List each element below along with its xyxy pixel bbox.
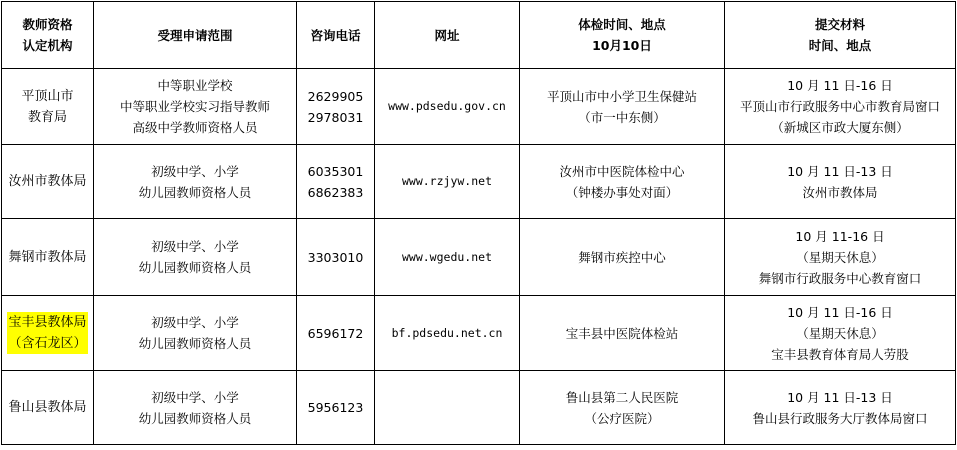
table-row xyxy=(2,219,956,296)
header-org: 教师资格 认定机构 xyxy=(2,2,94,69)
header-row xyxy=(2,2,956,69)
header-submit: 提交材料 时间、地点 xyxy=(725,2,956,69)
org-cell-highlighted xyxy=(2,296,94,371)
scope-cell: 初级中学、小学 幼儿园教师资格人员 xyxy=(94,145,297,219)
org-cell: 鲁山县教体局 xyxy=(2,371,94,445)
exam-cell: 舞钢市疾控中心 xyxy=(520,219,725,296)
org-cell: 平顶山市 教育局 xyxy=(2,69,94,145)
header-exam: 体检时间、地点 10月10日 xyxy=(520,2,725,69)
website-cell: www.rzjyw.net xyxy=(375,145,520,219)
submit-cell: 10 月 11 日-16 日 平顶山市行政服务中心市教育局窗口 （新城区市政大厦东侧） xyxy=(725,69,956,145)
org-cell: 舞钢市教体局 xyxy=(2,219,94,296)
table-row xyxy=(2,296,956,371)
header-phone: 咨询电话 xyxy=(297,2,375,69)
table-row xyxy=(2,371,956,445)
scope-cell: 初级中学、小学 幼儿园教师资格人员 xyxy=(94,219,297,296)
table-row xyxy=(2,145,956,219)
submit-cell: 10 月 11 日-13 日 鲁山县行政服务大厅教体局窗口 xyxy=(725,371,956,445)
website-cell: www.pdsedu.gov.cn xyxy=(375,69,520,145)
header-scope: 受理申请范围 xyxy=(94,2,297,69)
submit-cell: 10 月 11-16 日 （星期天休息） 舞钢市行政服务中心教育窗口 xyxy=(725,219,956,296)
phone-cell: 2629905 2978031 xyxy=(297,69,375,145)
scope-cell: 初级中学、小学 幼儿园教师资格人员 xyxy=(94,296,297,371)
phone-cell: 5956123 xyxy=(297,371,375,445)
website-cell xyxy=(375,371,520,445)
submit-cell: 10 月 11 日-13 日 汝州市教体局 xyxy=(725,145,956,219)
exam-cell: 平顶山市中小学卫生保健站 （市一中东侧） xyxy=(520,69,725,145)
exam-cell: 鲁山县第二人民医院 （公疗医院） xyxy=(520,371,725,445)
submit-cell: 10 月 11 日-16 日 （星期天休息） 宝丰县教育体育局人劳股 xyxy=(725,296,956,371)
website-cell: bf.pdsedu.net.cn xyxy=(375,296,520,371)
scope-cell: 初级中学、小学 幼儿园教师资格人员 xyxy=(94,371,297,445)
exam-cell: 汝州市中医院体检中心 （钟楼办事处对面） xyxy=(520,145,725,219)
phone-cell: 6035301 6862383 xyxy=(297,145,375,219)
scope-cell: 中等职业学校 中等职业学校实习指导教师 高级中学教师资格人员 xyxy=(94,69,297,145)
website-cell: www.wgedu.net xyxy=(375,219,520,296)
phone-cell: 3303010 xyxy=(297,219,375,296)
exam-cell: 宝丰县中医院体检站 xyxy=(520,296,725,371)
highlight-mark: 宝丰县教体局 （含石龙区） xyxy=(7,312,87,354)
teacher-qualification-table xyxy=(1,1,956,445)
header-website: 网址 xyxy=(375,2,520,69)
table-row xyxy=(2,69,956,145)
phone-cell: 6596172 xyxy=(297,296,375,371)
org-cell: 汝州市教体局 xyxy=(2,145,94,219)
